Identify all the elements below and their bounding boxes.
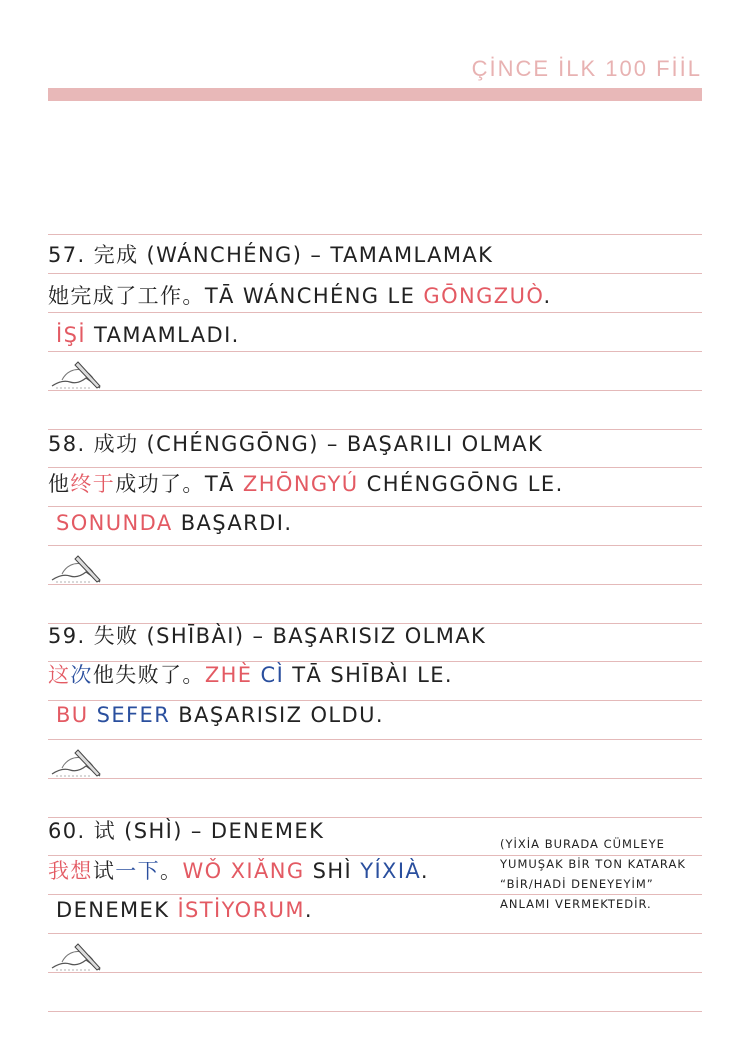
- entry-title: 60. 试 (SHÌ) – DENEMEK: [48, 819, 325, 843]
- translation-text: TAMAMLADI.: [85, 323, 240, 347]
- pinyin: .: [420, 859, 429, 883]
- rule-line: [48, 312, 702, 313]
- entry-title: 57. 完成 (WÁNCHÉNG) – TAMAMLAMAK: [48, 243, 494, 267]
- rule-line: [48, 972, 702, 973]
- translation-text: .: [304, 898, 313, 922]
- translation-text: BAŞARDI.: [172, 511, 293, 535]
- note-line: (YİXİA BURADA CÜMLEYE: [500, 837, 665, 851]
- translation-highlight: İSTİYORUM: [177, 898, 305, 922]
- note-line: “BİR/HADİ DENEYEYİM”: [500, 877, 654, 891]
- rule-line: [48, 778, 702, 779]
- header-bar: [48, 88, 702, 101]
- rule-line: [48, 661, 702, 662]
- rule-line: [48, 700, 702, 701]
- example-sentence: [48, 472, 564, 496]
- hanzi-highlight: 次: [70, 663, 93, 687]
- rule-line: [48, 429, 702, 430]
- hand-writing-icon: [48, 934, 106, 974]
- pinyin: CHÉNGGŌNG LE.: [358, 472, 564, 496]
- translation-text: DENEMEK: [56, 898, 178, 922]
- rule-line: [48, 273, 702, 274]
- side-note: [500, 834, 740, 914]
- pinyin: TĀ WÁNCHÉNG LE: [204, 284, 424, 308]
- hanzi: 。: [160, 859, 183, 883]
- translation-highlight: SEFER: [96, 703, 171, 727]
- hanzi-highlight: 我想: [48, 859, 93, 883]
- rule-line: [48, 933, 702, 934]
- hanzi: 她完成了工作。: [48, 284, 205, 308]
- entry-title: 59. 失败 (SHĪBÀI) – BAŞARISIZ OLMAK: [48, 624, 487, 648]
- hanzi-highlight: 终于: [70, 472, 116, 496]
- hanzi-highlight: 这: [48, 663, 71, 687]
- translation: [56, 898, 313, 922]
- pinyin-highlight: ZHŌNGYÚ: [242, 472, 359, 496]
- pinyin: TĀ SHĪBÀI LE.: [284, 663, 453, 687]
- pinyin: .: [543, 284, 552, 308]
- hanzi: 试: [92, 859, 116, 883]
- rule-line: [48, 390, 702, 391]
- translation: [56, 323, 240, 347]
- translation-highlight: İŞİ: [56, 323, 86, 347]
- hanzi: 他失败了。: [92, 663, 205, 687]
- pinyin-highlight: GŌNGZUÒ: [423, 284, 544, 308]
- note-line: ANLAMI VERMEKTEDİR.: [500, 897, 652, 911]
- hand-writing-icon: [48, 352, 106, 392]
- rule-line: [48, 351, 702, 352]
- entry-title: 58. 成功 (CHÉNGGŌNG) – BAŞARILI OLMAK: [48, 432, 544, 456]
- pinyin-highlight: YÍXIÀ: [360, 859, 421, 883]
- pinyin: SHÌ: [304, 859, 361, 883]
- note-line: YUMUŞAK BİR TON KATARAK: [500, 857, 686, 871]
- translation-highlight: SONUNDA: [56, 511, 173, 535]
- hand-writing-icon: [48, 546, 106, 586]
- example-sentence: [48, 663, 453, 687]
- translation-highlight: BU: [56, 703, 89, 727]
- rule-line: [48, 817, 702, 818]
- translation: [56, 511, 292, 535]
- rule-line: [48, 1011, 702, 1012]
- pinyin-highlight: WǑ XIǍNG: [182, 859, 305, 883]
- hand-writing-icon: [48, 740, 106, 780]
- hanzi: 成功了。: [115, 472, 205, 496]
- rule-line: [48, 506, 702, 507]
- hanzi-highlight: 一下: [115, 859, 161, 883]
- pinyin: TĀ: [204, 472, 243, 496]
- page-title: ÇİNCE İLK 100 FİİL: [471, 56, 702, 81]
- rule-line: [48, 584, 702, 585]
- rule-line: [48, 234, 702, 235]
- example-sentence: [48, 859, 429, 883]
- rule-line: [48, 467, 702, 468]
- example-sentence: [48, 284, 552, 308]
- pinyin-highlight: CÌ: [260, 663, 285, 687]
- rule-line: [48, 545, 702, 546]
- pinyin-highlight: ZHÈ: [204, 663, 253, 687]
- translation: [56, 703, 384, 727]
- hanzi: 他: [48, 472, 71, 496]
- rule-line: [48, 739, 702, 740]
- translation-text: BAŞARISIZ OLDU.: [170, 703, 384, 727]
